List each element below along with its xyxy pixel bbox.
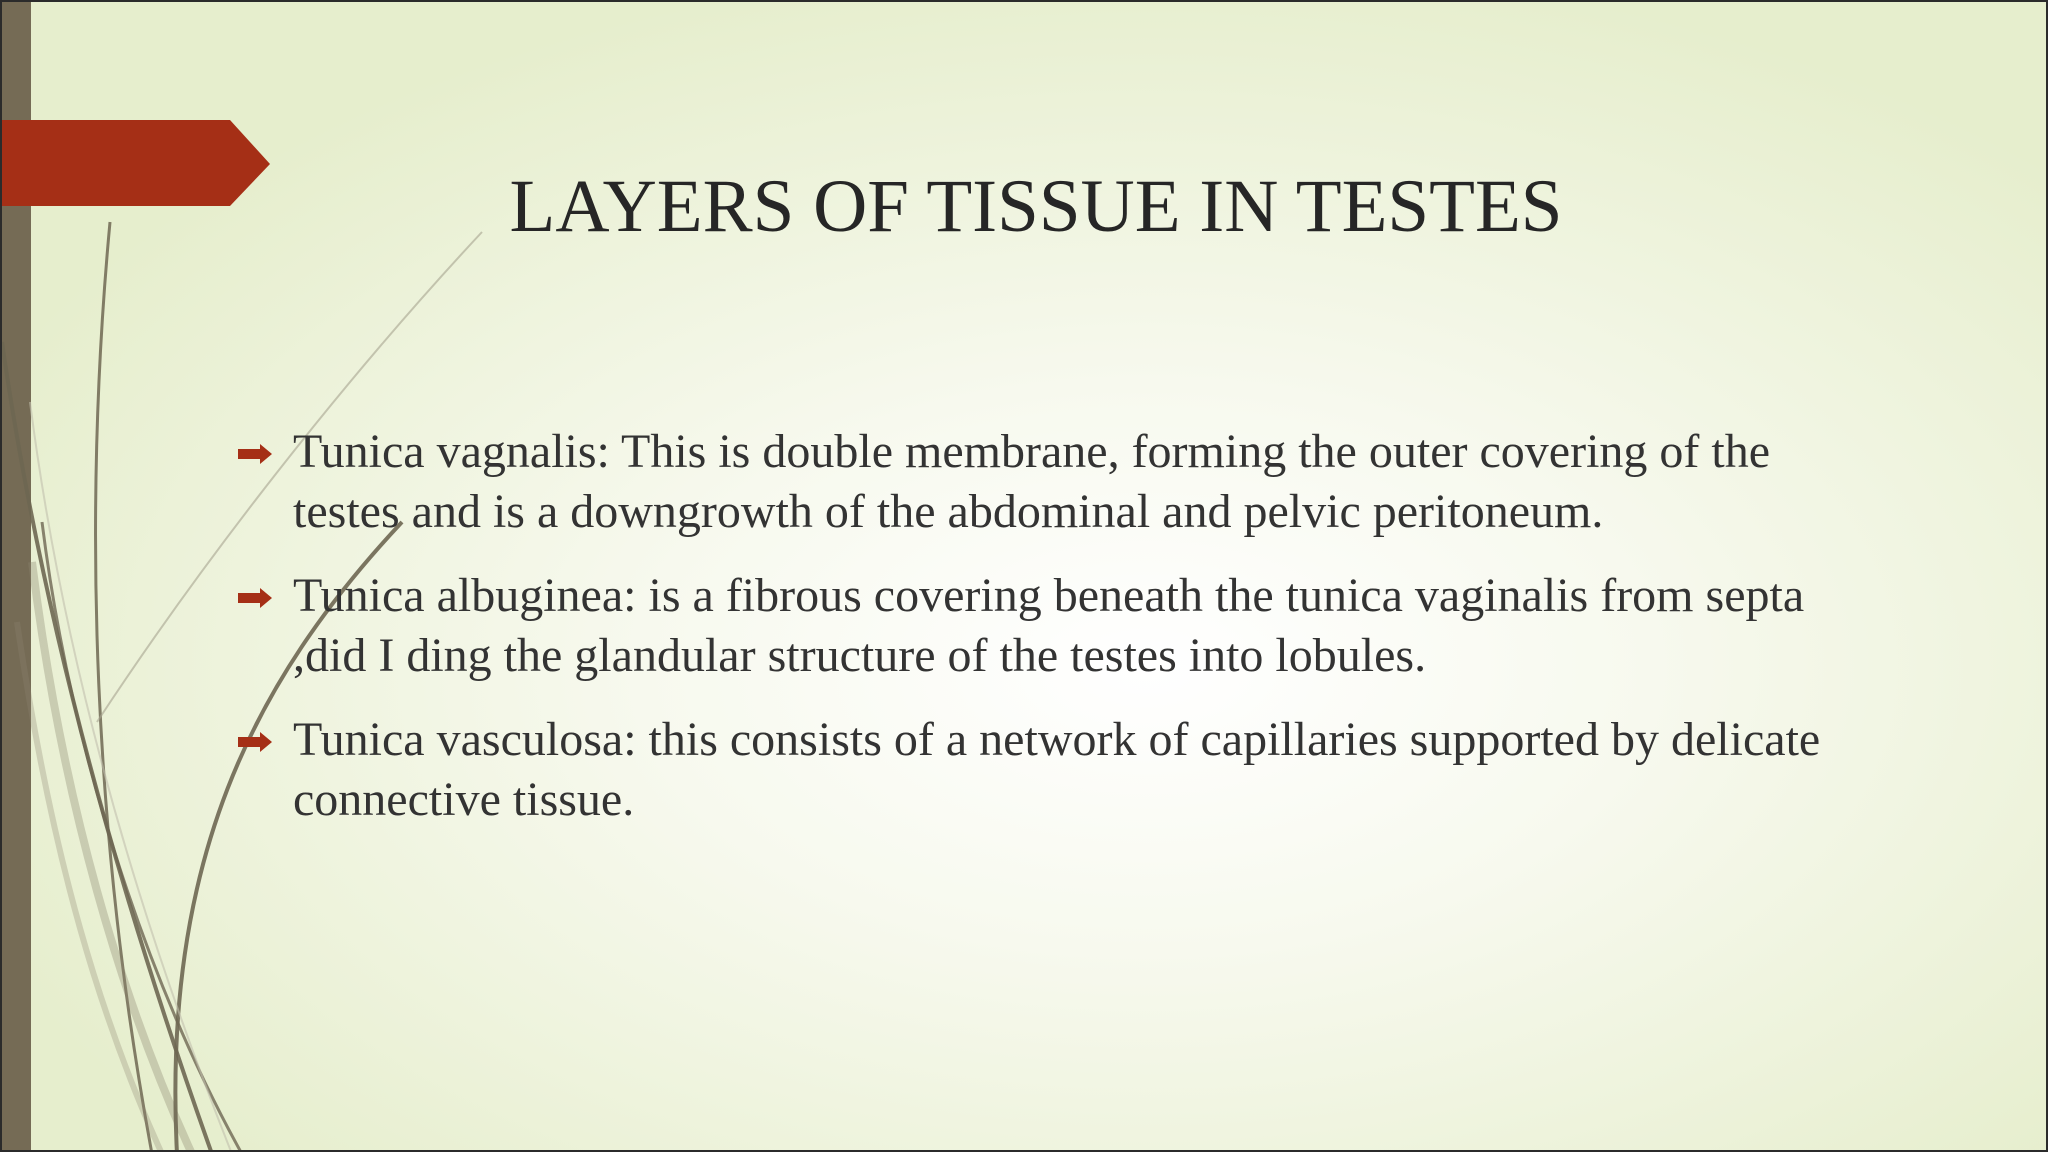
- bullet-item: [236, 566, 1856, 686]
- slide-title: LAYERS OF TISSUE IN TESTES: [509, 165, 1563, 248]
- arrow-bullet-icon: [236, 731, 274, 753]
- bullet-text: Tunica vasculosa: this consists of a network of capillaries supported by delicate connective tissue.: [293, 713, 1821, 826]
- arrow-bullet-icon: [236, 443, 274, 465]
- bullet-text: Tunica vagnalis: This is double membrane, forming the outer covering of the testes and is a downgrowth of the abdominal and pelvic peritoneum.: [293, 425, 1771, 538]
- bullet-item: [236, 422, 1856, 542]
- bullet-list: [236, 422, 1856, 854]
- bullet-text: Tunica albuginea: is a fibrous covering beneath the tunica vaginalis from septa ,did I ding the glandular structure of the testes into lobules.: [293, 569, 1805, 682]
- bullet-item: [236, 710, 1856, 830]
- arrow-bullet-icon: [236, 587, 274, 609]
